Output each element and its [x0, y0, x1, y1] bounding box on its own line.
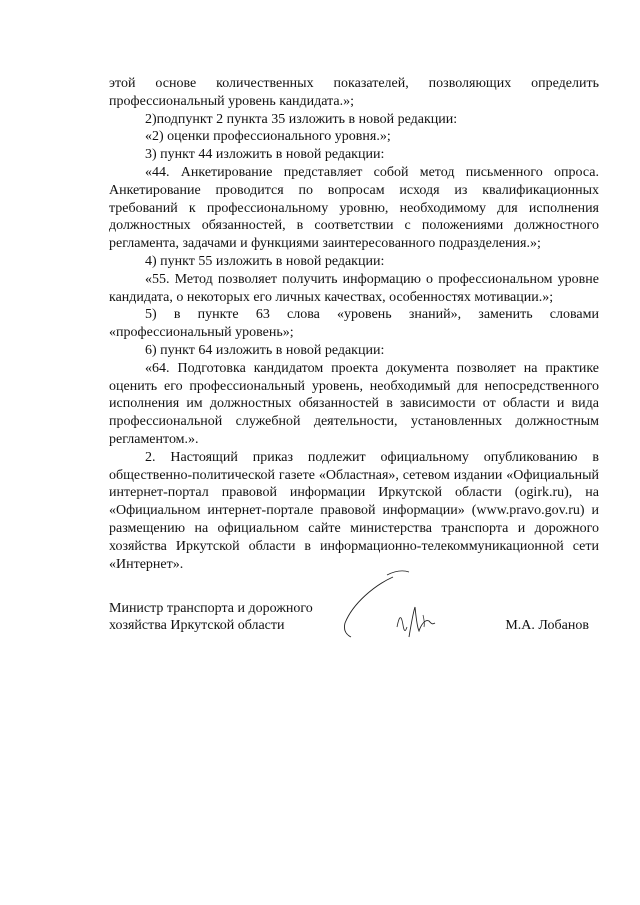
paragraph-1: этой основе количественных показателей, позволяющих определить профессиональный уровень кандидата.»;: [109, 76, 599, 109]
paragraph-2: 2)подпункт 2 пункта 35 изложить в новой редакции:: [145, 111, 458, 127]
handwritten-signature: [335, 555, 475, 645]
signer-title-line-2: хозяйства Иркутской области: [109, 618, 285, 633]
signer-name: М.А. Лобанов: [505, 618, 589, 633]
paragraph-8: 5) в пункте 63 слова «уровень знаний», заменить словами «профессиональный уровень»;: [109, 307, 599, 341]
paragraph-3: «2) оценки профессионального уровня.»;: [145, 129, 391, 145]
paragraph-9: 6) пункт 64 изложить в новой редакции:: [145, 342, 385, 358]
paragraph-11: 2. Настоящий приказ подлежит официальному опубликованию в общественно-политической газете «Областная», сетевом издании «Официальный интернет-портал правовой информации Иркутской области (ogirk.ru), на «Официальном интернет-портале правовой информации» (www.pravo.gov.ru) и размещению на официальном сайте министерства транспорта и дорожного хозяйства Иркутской области в информационно-телекоммуникационной сети «Интернет».: [109, 449, 599, 572]
signer-title-line-1: Министр транспорта и дорожного: [109, 601, 313, 616]
document-body: [109, 75, 599, 573]
paragraph-6: 4) пункт 55 изложить в новой редакции:: [145, 253, 385, 269]
paragraph-10: «64. Подготовка кандидатом проекта документа позволяет на практике оценить его профессиональный уровень, необходимый для непосредственного исполнения им должностных обязанностей в зависимости от области и вида профессиональной служебной деятельности, установленных должностным регламентом.».: [109, 360, 599, 447]
paragraph-4: 3) пункт 44 изложить в новой редакции:: [145, 147, 385, 163]
paragraph-5: «44. Анкетирование представляет собой метод письменного опроса. Анкетирование проводится по вопросам исходя из квалификационных требований к профессиональному уровню, необходимому для исполнения должностных обязанностей, в соответствии с положениями должностного регламента, задачами и функциями заинтересованного подразделения.»;: [109, 164, 599, 252]
paragraph-7: «55. Метод позволяет получить информацию о профессиональном уровне кандидата, о некоторых его личных качествах, особенностях мотивации.»;: [109, 271, 599, 305]
signer-title: [109, 600, 349, 634]
